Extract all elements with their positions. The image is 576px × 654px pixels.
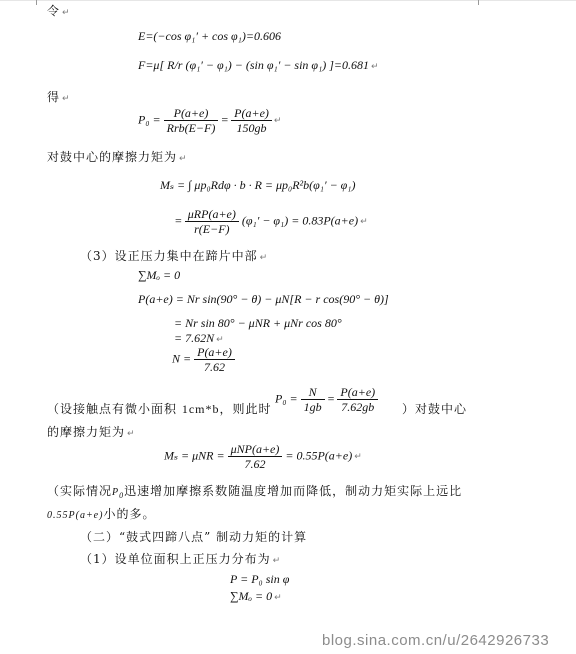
text-actual-c: 0.55P(a+e) (47, 510, 104, 521)
fraction-denominator: 7.62gb (341, 400, 375, 414)
equation-pae-3-text: = 7.62N (174, 331, 215, 345)
fraction-numerator: N (301, 385, 325, 400)
paragraph-mark: ↵ (216, 335, 224, 345)
fraction-denominator: 1gb (303, 400, 322, 414)
text-contact-c-label: ）对鼓中心 (402, 402, 468, 416)
fraction-N (194, 345, 235, 374)
equation-pae-text: P(a+e) = Nr sin(90° − θ) − μN[R − r cos(90° − θ)] (138, 292, 389, 306)
fraction-denominator: r(E−F) (194, 222, 230, 236)
equation-sum-moment-text: ∑Mₒ = 0 (138, 268, 181, 282)
fraction-denominator: 7.62 (244, 457, 266, 471)
equation-sum-moment (138, 268, 180, 283)
fraction-numerator: μNP(a+e) (228, 442, 283, 457)
equation-E-text: E=(−cos φ₁′ + cos φ₁)=0.606 (138, 29, 281, 43)
equation-F (138, 58, 379, 73)
text-contact-line (47, 400, 272, 417)
text-actual-b: 迅速增加摩擦系数随温度增加而降低，制动力矩实际上远比 (124, 484, 463, 498)
fraction-denominator: Rrb(E−F) (166, 121, 216, 135)
text-step-3 (80, 247, 268, 264)
text-friction-moment-2 (47, 423, 136, 440)
equation-Ms-2-tail: (φ₁′ − φ₁) = 0.83P(a+e) (241, 213, 359, 228)
fraction-Ms-3 (228, 442, 283, 471)
text-actual-d: 小的多。 (103, 507, 156, 521)
fraction-denominator: 150gb (236, 121, 267, 135)
fraction-numerator: P(a+e) (194, 345, 235, 360)
fraction-P0-1 (164, 106, 219, 135)
equation-pae-3 (174, 331, 224, 346)
text-de-label: 得 (47, 90, 61, 104)
paragraph-mark: ↵ (179, 154, 188, 164)
margin-corner-left (36, 0, 37, 5)
fraction-P0-contact-2 (337, 385, 378, 414)
equation-pae-2 (174, 316, 342, 331)
paragraph-mark: ↵ (62, 94, 71, 104)
fraction-numerator: μRP(a+e) (185, 207, 239, 222)
text-contact-a: （设接触点有微小面积 (47, 402, 178, 416)
equation-P0-contact: P₀ = $\frac{N}{1gb}$ = $\frac{P(a+e)}{7.62gb}$ (275, 385, 378, 414)
fraction-numerator: P(a+e) (337, 385, 378, 400)
equation-N-lhs: N = (172, 351, 192, 366)
text-friction-moment-1-label: 对鼓中心的摩擦力矩为 (47, 150, 178, 164)
text-contact-b: 1cm*b，则此时 (181, 402, 272, 416)
equation-pae-2-text: = Nr sin 80° − μNR + μNr cos 80° (174, 316, 342, 330)
equation-P0-lhs: P₀ = (138, 112, 161, 127)
equation-E (138, 29, 281, 44)
fraction-numerator: P(a+e) (231, 106, 272, 121)
fraction-numerator: P(a+e) (164, 106, 219, 121)
equation-pae (138, 292, 389, 307)
paragraph-mark: ↵ (272, 556, 282, 566)
equation-P0-contact-lhs: P₀ = (275, 391, 298, 406)
text-friction-moment-2-label: 的摩擦力矩为 (47, 425, 126, 439)
text-section-2-label: （二）“鼓式四蹄八点” 制动力矩的计算 (80, 530, 308, 544)
equation-Ms-1-text: Mₛ = ∫ μp₀Rdφ · b · R = μp₀R²b(φ₁′ − φ₁) (160, 178, 356, 192)
text-friction-moment-1 (47, 148, 188, 165)
equation-Ms-3 (164, 442, 362, 471)
paragraph-mark: ↵ (360, 217, 368, 228)
equation-distribution (230, 572, 289, 587)
watermark: blog.sina.com.cn/u/2642926733 (322, 632, 550, 649)
paragraph-mark: ↵ (274, 593, 282, 603)
equation-Ms-1 (160, 178, 355, 193)
paragraph-mark: ↵ (127, 429, 136, 439)
page-top-rule (0, 0, 576, 1)
equation-distribution-text: P = P₀ sin φ (230, 572, 290, 586)
paragraph-mark: ↵ (354, 452, 362, 463)
fraction-Ms-2 (185, 207, 239, 236)
text-actual-line-1 (47, 482, 462, 500)
text-step-1 (80, 550, 281, 567)
text-actual-a: （实际情况 (47, 484, 113, 498)
text-ling (47, 2, 71, 19)
text-contact-c (402, 400, 467, 417)
paragraph-mark: ↵ (62, 8, 71, 18)
paragraph-mark: ↵ (259, 253, 269, 263)
equation-P0: P₀ = $\frac{P(a+e)}{\text{Rrb(E−F)}}$ = $\frac{P(a+e)}{150gb}$ ↵ (138, 106, 282, 135)
fraction-P0-2 (231, 106, 272, 135)
equation-sum-moment-2-text: ∑Mₒ = 0 (230, 589, 273, 603)
fraction-P0-contact-1 (301, 385, 325, 414)
text-section-2 (80, 528, 307, 545)
equation-Ms-3-tail: = 0.55P(a+e) (285, 448, 353, 463)
text-step-1-label: （1）设单位面积上正压力分布为 (80, 552, 271, 566)
paragraph-mark: ↵ (371, 62, 379, 72)
text-ling-label: 令 (47, 4, 61, 18)
margin-corner-right (478, 0, 479, 5)
equation-N (172, 345, 235, 374)
text-actual-line-2 (47, 505, 155, 522)
text-de (47, 88, 71, 105)
paragraph-mark: ↵ (273, 116, 282, 127)
symbol-P0: $P_0$ (112, 487, 125, 500)
fraction-denominator: 7.62 (203, 360, 225, 374)
equation-Ms-2: = $\frac{\text{μRP(a+e)}}{r(E-F)}$ (φ₁′ − φ₁) = 0.83P(a+e) ↵ (175, 207, 368, 236)
equation-F-text: F=μ[ R/r (φ₁′ − φ₁) − (sin φ₁′ − sin φ₁) ]=0.681 (138, 58, 369, 72)
equation-Ms-3-lhs: Mₛ = μNR = (164, 448, 225, 463)
equation-sum-moment-2 (230, 589, 282, 604)
text-step-3-label: （3）设正压力集中在蹄片中部 (80, 249, 258, 263)
